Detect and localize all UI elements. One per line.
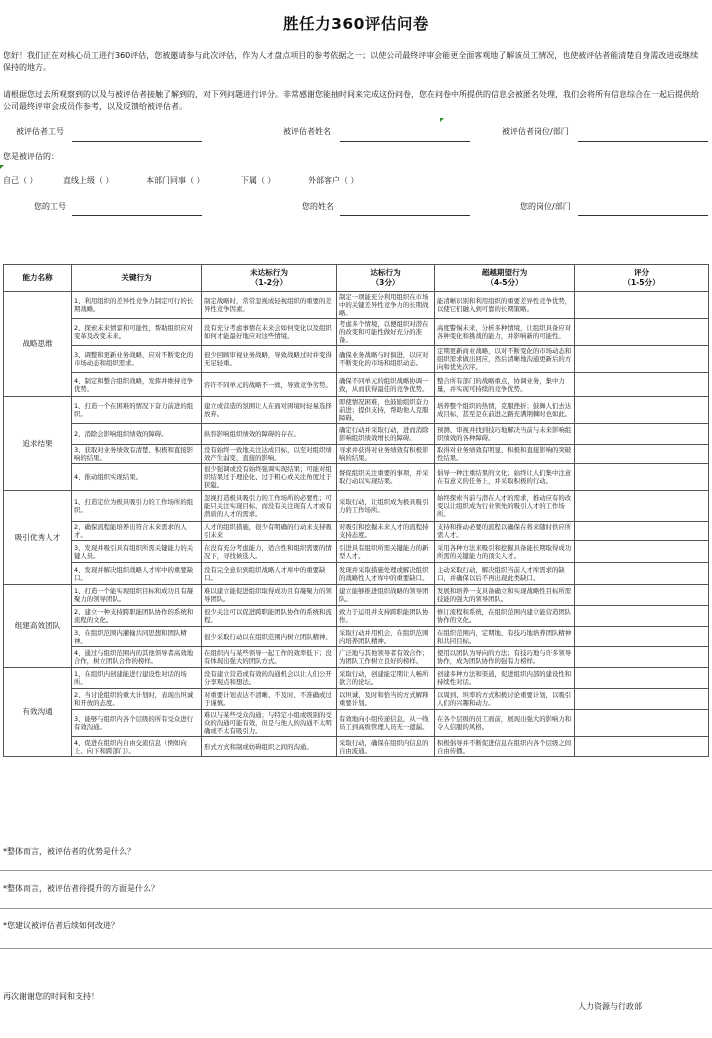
meets-standard-cell: 对吸引和挖掘未来人才的流程持支持态度。 bbox=[337, 522, 435, 541]
exceeds-expectation-cell: 使用以团队为导向的方法；有技巧地与许多领导协作，成为团队协作的强有力榜样。 bbox=[435, 647, 575, 668]
rater-position-label: 您的岗位/部门 bbox=[520, 202, 571, 211]
question-suggestions: *您建议被评估者后续如何改进？ bbox=[3, 921, 119, 930]
competency-name: 吸引优秀人才 bbox=[4, 491, 72, 585]
key-behavior-cell: 1、打造一个在困难的情况下奋力前进的组织。 bbox=[72, 397, 202, 424]
meets-standard-cell: 确保不同单元的组织战略协调一致，从而获得最佳的竞争优势。 bbox=[337, 373, 435, 397]
exceeds-expectation-cell: 主动采取行动，解决组织当前人才库需求的缺口，并确保以后不再出现此类缺口。 bbox=[435, 563, 575, 585]
below-standard-cell: 没有充分考虑事情在未来会如何变化以及组织如何才能最好地应对这些情境。 bbox=[202, 319, 337, 346]
competency-name: 追求结果 bbox=[4, 397, 72, 491]
score-input-cell[interactable] bbox=[575, 397, 709, 424]
key-behavior-cell: 3、能够与组织内各个层级的所有受众进行有效沟通。 bbox=[72, 710, 202, 737]
below-standard-cell: 难以建立能促进组织取得成功且有凝聚力的领导团队。 bbox=[202, 585, 337, 606]
rater-option-supervisor[interactable]: 直线上级（ ） bbox=[63, 176, 114, 185]
meets-standard-cell: 即使情况困难，也鼓励组织奋力前进；提供支持，帮助他人克服障碍。 bbox=[337, 397, 435, 424]
table-row bbox=[4, 585, 709, 606]
employee-id-field[interactable] bbox=[72, 141, 202, 142]
key-behavior-cell: 2、当讨论组织的重大计划时，表现出坦诚和开放的态度。 bbox=[72, 689, 202, 710]
score-input-cell[interactable] bbox=[575, 541, 709, 563]
table-row bbox=[4, 397, 709, 424]
corner-mark bbox=[0, 165, 4, 169]
meets-standard-cell: 督促组织关注重要的事项，并采取行动以实现结果。 bbox=[337, 464, 435, 491]
meets-standard-cell: 广泛地与其他领导者有效合作；为团队工作树立良好的榜样。 bbox=[337, 647, 435, 668]
exceeds-expectation-cell: 高度警惕未来，分析多种情境，让组织具备应对各种变化和挑战的能力，并影响新的可能性。 bbox=[435, 319, 575, 346]
header-competency: 能力名称 bbox=[4, 265, 72, 292]
page-title: 胜任力360评估问卷 bbox=[283, 15, 429, 33]
key-behavior-cell: 2、建立一种支持跨职能团队协作的系统和流程的文化。 bbox=[72, 606, 202, 627]
exceeds-expectation-cell: 倡导一种注重结果的文化；始终让人们集中注意在有意义的任务上，并采取积极的行动。 bbox=[435, 464, 575, 491]
score-input-cell[interactable] bbox=[575, 346, 709, 373]
score-input-cell[interactable] bbox=[575, 373, 709, 397]
rater-option-customer[interactable]: 外部客户（ ） bbox=[308, 176, 359, 185]
score-input-cell[interactable] bbox=[575, 424, 709, 445]
table-row bbox=[4, 464, 709, 491]
answer-line-suggestions[interactable] bbox=[0, 948, 712, 949]
table-row bbox=[4, 541, 709, 563]
header-key-behavior: 关键行为 bbox=[72, 265, 202, 292]
meets-standard-cell: 以坦诚、及时和恰当的方式解释重要计划。 bbox=[337, 689, 435, 710]
exceeds-expectation-cell: 在各个层级的员工面前，展现出强大的影响力和令人信服的风格。 bbox=[435, 710, 575, 737]
exceeds-expectation-cell: 修订流程和系统，在组织范围内建立能营造团队协作的文化。 bbox=[435, 606, 575, 627]
rater-option-subordinate[interactable]: 下属（ ） bbox=[241, 176, 276, 185]
exceeds-expectation-cell: 在组织范围内，定期地、有技巧地培养团队精神和共同目标。 bbox=[435, 627, 575, 647]
exceeds-expectation-cell: 能清晰识别和利用组织的重要差异性竞争优势，以使它们融入到可靠的长期策略。 bbox=[435, 292, 575, 319]
table-row bbox=[4, 563, 709, 585]
below-standard-cell: 制定战略时，常常忽视或轻视组织的重要的差异性竞争因素。 bbox=[202, 292, 337, 319]
rater-prompt: 您是被评估的： bbox=[3, 152, 59, 161]
below-standard-cell: 难以与某些受众沟通；与特定小组或级别的受众的沟通可能有效，但是与他人的沟通不太明确或不太有吸引力。 bbox=[202, 710, 337, 737]
below-standard-cell: 没有完全意识到组织战略人才库中的重要缺口。 bbox=[202, 563, 337, 585]
table-header-row bbox=[4, 265, 709, 292]
below-standard-cell: 忽视打造极具吸引力的工作场所的必要性；可能只关注实现目标，而没有关注现有人才或有潜质的人才的需求。 bbox=[202, 491, 337, 522]
header-meets-standard: 达标行为 （3分） bbox=[337, 265, 435, 292]
meets-standard-cell: 建立能够推进组织战略的领导团队。 bbox=[337, 585, 435, 606]
table-row bbox=[4, 292, 709, 319]
department-signature: 人力资源与行政部 bbox=[578, 1002, 642, 1011]
below-standard-cell: 纵容影响组织绩效的障碍的存在。 bbox=[202, 424, 337, 445]
corner-mark bbox=[440, 118, 444, 122]
competency-name: 战略思维 bbox=[4, 292, 72, 397]
table-row bbox=[4, 445, 709, 464]
score-input-cell[interactable] bbox=[575, 668, 709, 689]
meets-standard-cell: 寻求并获得对业务绩效有积极影响的结果。 bbox=[337, 445, 435, 464]
rater-position-field[interactable] bbox=[578, 215, 708, 216]
competency-table bbox=[3, 264, 709, 757]
exceeds-expectation-cell: 培养整个组织的热情，克服挫折；鼓舞人们去达成目标，甚至是在前进之路充满荆棘时也如此。 bbox=[435, 397, 575, 424]
key-behavior-cell: 4、发现并解决组织战略人才库中的重要缺口。 bbox=[72, 563, 202, 585]
exceeds-expectation-cell: 发展和培养一支具备确立和实现战略性目标所需技能的强大的领导团队。 bbox=[435, 585, 575, 606]
table-row bbox=[4, 689, 709, 710]
meets-standard-cell: 确定行动并采取行动，进而消除影响组织绩效增长的障碍。 bbox=[337, 424, 435, 445]
rater-option-self[interactable]: 自己（ ） bbox=[3, 176, 38, 185]
below-standard-cell: 容许不同单元的战略不一致，导致竞争劣势。 bbox=[202, 373, 337, 397]
key-behavior-cell: 1、在组织内创建能进行建设性对话的场所。 bbox=[72, 668, 202, 689]
key-behavior-cell: 4、促进在组织内自由交流信息（例如向上、向下和跨部门）。 bbox=[72, 737, 202, 757]
below-standard-cell: 没有始终一致地关注达成目标，以至对组织绩效产生弱变、直接的影响。 bbox=[202, 445, 337, 464]
employee-name-label: 被评估者姓名 bbox=[283, 127, 331, 136]
meets-standard-cell: 采取行动，让组织成为极具吸引力的工作场所。 bbox=[337, 491, 435, 522]
score-input-cell[interactable] bbox=[575, 292, 709, 319]
rater-id-field[interactable] bbox=[72, 215, 202, 216]
question-strengths: *整体而言，被评估者的优势是什么？ bbox=[3, 847, 135, 856]
below-standard-cell: 对重要计划表达不清晰、不及时、不准确或过于谨慎。 bbox=[202, 689, 337, 710]
score-input-cell[interactable] bbox=[575, 606, 709, 627]
key-behavior-cell: 4、制定和整合组织战略，发挥并维持竞争优势。 bbox=[72, 373, 202, 397]
exceeds-expectation-cell: 创建多种方法和渠道，促进组织内部的建设性和持续性对话。 bbox=[435, 668, 575, 689]
rater-name-field[interactable] bbox=[340, 215, 470, 216]
key-behavior-cell: 1、打造定位为极具吸引力的工作场所的组织。 bbox=[72, 491, 202, 522]
employee-name-field[interactable] bbox=[340, 141, 470, 142]
below-standard-cell: 建立或营造的氛围让人在面对困境时轻易选择放弃。 bbox=[202, 397, 337, 424]
table-row bbox=[4, 319, 709, 346]
table-row bbox=[4, 522, 709, 541]
employee-position-field[interactable] bbox=[578, 141, 708, 142]
exceeds-expectation-cell: 定期更新商业战略，以对不断变化的市场动态和组织需求做出回应，然后清晰地沟通更新后的方向和优先次序。 bbox=[435, 346, 575, 373]
table-body bbox=[4, 292, 709, 757]
below-standard-cell: 很少强调或没有始终强调实现结果；可能对组织结果过于理论化、过于粗心或关注角度过于狭隘。 bbox=[202, 464, 337, 491]
answer-line-strengths[interactable] bbox=[0, 870, 712, 871]
exceeds-expectation-cell: 预测、审视并找到技巧地解决当前与未来影响组织绩效的各种障碍。 bbox=[435, 424, 575, 445]
meets-standard-cell: 采取行动，创建能定期让人畅所欲言的论坛。 bbox=[337, 668, 435, 689]
exceeds-expectation-cell: 支持和推动必要的流程以确保在将来随时供应所需人才。 bbox=[435, 522, 575, 541]
rater-name-label: 您的姓名 bbox=[302, 202, 334, 211]
score-input-cell[interactable] bbox=[575, 319, 709, 346]
header-exceeds-expectation: 超越期望行为 （4-5分） bbox=[435, 265, 575, 292]
closing-thanks: 再次谢谢您的时间和支持！ bbox=[3, 992, 99, 1001]
below-standard-cell: 没有建立营造或有效的沟通机会以让人们公开分享观点和想法。 bbox=[202, 668, 337, 689]
score-input-cell[interactable] bbox=[575, 585, 709, 606]
score-input-cell[interactable] bbox=[575, 737, 709, 757]
rater-id-label: 您的工号 bbox=[34, 202, 66, 211]
meets-standard-cell: 制定一项能充分利用组织在市场中的关键差异性竞争力的长期战略。 bbox=[337, 292, 435, 319]
answer-line-improvements[interactable] bbox=[0, 908, 712, 909]
score-input-cell[interactable] bbox=[575, 563, 709, 585]
exceeds-expectation-cell: 积极倡导并不断促进信息在组织内各个层级之间自由传播。 bbox=[435, 737, 575, 757]
employee-id-label: 被评估者工号 bbox=[16, 127, 64, 136]
exceeds-expectation-cell: 取得对业务绩效有明显、积极和直接影响的突破性结果。 bbox=[435, 445, 575, 464]
key-behavior-cell: 3、发现并吸引具有组织所需关键能力的关键人员。 bbox=[72, 541, 202, 563]
below-standard-cell: 很少采取行动以在组织范围内树立团队精神。 bbox=[202, 627, 337, 647]
table-row bbox=[4, 424, 709, 445]
score-input-cell[interactable] bbox=[575, 689, 709, 710]
score-input-cell[interactable] bbox=[575, 464, 709, 491]
key-behavior-cell: 4、通过与组织范围内的其他领导者高效地合作，树立团队合作的榜样。 bbox=[72, 647, 202, 668]
score-input-cell[interactable] bbox=[575, 491, 709, 522]
key-behavior-cell: 2、消除会影响组织绩效的障碍。 bbox=[72, 424, 202, 445]
key-behavior-cell: 2、确保流程能培养出符合未来需求的人才。 bbox=[72, 522, 202, 541]
meets-standard-cell: 采取行动，确保在组织内信息的自由流通。 bbox=[337, 737, 435, 757]
score-input-cell[interactable] bbox=[575, 522, 709, 541]
score-input-cell[interactable] bbox=[575, 627, 709, 647]
meets-standard-cell: 考虑多个情境，以便组织对潜在的改变和可能性做好充分的准备。 bbox=[337, 319, 435, 346]
key-behavior-cell: 3、调整和更新业务战略，应对不断变化的市场动态和组织需求。 bbox=[72, 346, 202, 373]
key-behavior-cell: 3、在组织范围内灌输共同思想和团队精神。 bbox=[72, 627, 202, 647]
score-input-cell[interactable] bbox=[575, 445, 709, 464]
exceeds-expectation-cell: 整合所有部门的战略重点，协调业务，集中力量，并实现可持续的竞争优势。 bbox=[435, 373, 575, 397]
score-input-cell[interactable] bbox=[575, 710, 709, 737]
below-standard-cell: 人才的组织措施，很少有明确的行动来支持吸引未来 bbox=[202, 522, 337, 541]
table-row bbox=[4, 737, 709, 757]
meets-standard-cell: 引进具有组织所需关键能力的新型人才。 bbox=[337, 541, 435, 563]
table-row bbox=[4, 647, 709, 668]
meets-standard-cell: 确保业务战略与时俱进，以应对不断变化的市场和组织动态。 bbox=[337, 346, 435, 373]
intro-paragraph-2: 请根据您过去所观察到的以及与被评估者接触了解到的，对下列问题进行评分。非常感谢您能抽时间来完成这份问卷，您在问卷中所提供的信息会被匿名处理，我们会将所有信息综合在一起后提供给公司最终评审会成员作参考，以及反馈给被评估者。 bbox=[3, 90, 699, 111]
meets-standard-cell: 有效地向小组传递信息，从一线员工到高级管理人员无一遗漏。 bbox=[337, 710, 435, 737]
header-below-standard: 未达标行为 （1-2分） bbox=[202, 265, 337, 292]
rater-option-peer[interactable]: 本部门同事（ ） bbox=[146, 176, 205, 185]
header-score: 评分 （1-5分） bbox=[575, 265, 709, 292]
table-row bbox=[4, 491, 709, 522]
table-row bbox=[4, 668, 709, 689]
meets-standard-cell: 采取行动并用机会，在组织范围内培养团队精神。 bbox=[337, 627, 435, 647]
exceeds-expectation-cell: 始终探索当前与潜在人才的需求，推动应有的改变以让组织成为行业领先的吸引人才的工作场所。 bbox=[435, 491, 575, 522]
key-behavior-cell: 3、获取对业务绩效有清楚、积极和直接影响的结果。 bbox=[72, 445, 202, 464]
key-behavior-cell: 1、打造一个能实现组织目标和成功且有凝聚力的领导团队。 bbox=[72, 585, 202, 606]
exceeds-expectation-cell: 采用各种方法来吸引和挖掘具备能长期取得成功所需的关键能力的顶尖人才。 bbox=[435, 541, 575, 563]
question-improvements: *整体而言，被评估者待提升的方面是什么？ bbox=[3, 884, 159, 893]
table-row bbox=[4, 627, 709, 647]
key-behavior-cell: 4、推动组织实现结果。 bbox=[72, 464, 202, 491]
table-row bbox=[4, 346, 709, 373]
score-input-cell[interactable] bbox=[575, 647, 709, 668]
intro-paragraph-1: 您好！我们正在对核心员工进行360评估，您被邀请参与此次评估，作为人才盘点项目的参考依据之一；以使公司最终评审会能更全面客观地了解该员工情况，也使被评估者能清楚自身需改进或继续保持的地方。 bbox=[3, 51, 699, 72]
competency-name: 有效沟通 bbox=[4, 668, 72, 757]
key-behavior-cell: 1、利用组织的差异性竞争力制定可行的长期战略。 bbox=[72, 292, 202, 319]
meets-standard-cell: 发现并采取措施处理或解决组织的战略性人才库中的重要缺口。 bbox=[337, 563, 435, 585]
table-row bbox=[4, 710, 709, 737]
table-row bbox=[4, 606, 709, 627]
below-standard-cell: 在组织内与某些领导一起工作的效率低下；没有体现出强大的团队方式。 bbox=[202, 647, 337, 668]
employee-position-label: 被评估者岗位/部门 bbox=[502, 127, 569, 136]
below-standard-cell: 形式方式和制或妨碍组织之间的沟通。 bbox=[202, 737, 337, 757]
key-behavior-cell: 2、探索未来情景和可能性，帮助组织应对变革及改变未来。 bbox=[72, 319, 202, 346]
below-standard-cell: 很少回顾审视业务战略，导致战略过时并变得无足轻重。 bbox=[202, 346, 337, 373]
below-standard-cell: 在没有充分考虑能力，适合性和组织需要的情况下，寻找候选人。 bbox=[202, 541, 337, 563]
competency-name: 组建高效团队 bbox=[4, 585, 72, 668]
meets-standard-cell: 致力于运用并支持跨职能团队协作。 bbox=[337, 606, 435, 627]
table-row bbox=[4, 373, 709, 397]
exceeds-expectation-cell: 以周到、坦率的方式积极讨论重要计划，以吸引人们的兴趣和动力。 bbox=[435, 689, 575, 710]
below-standard-cell: 很少关注可以促进跨职能团队协作的系统和流程。 bbox=[202, 606, 337, 627]
